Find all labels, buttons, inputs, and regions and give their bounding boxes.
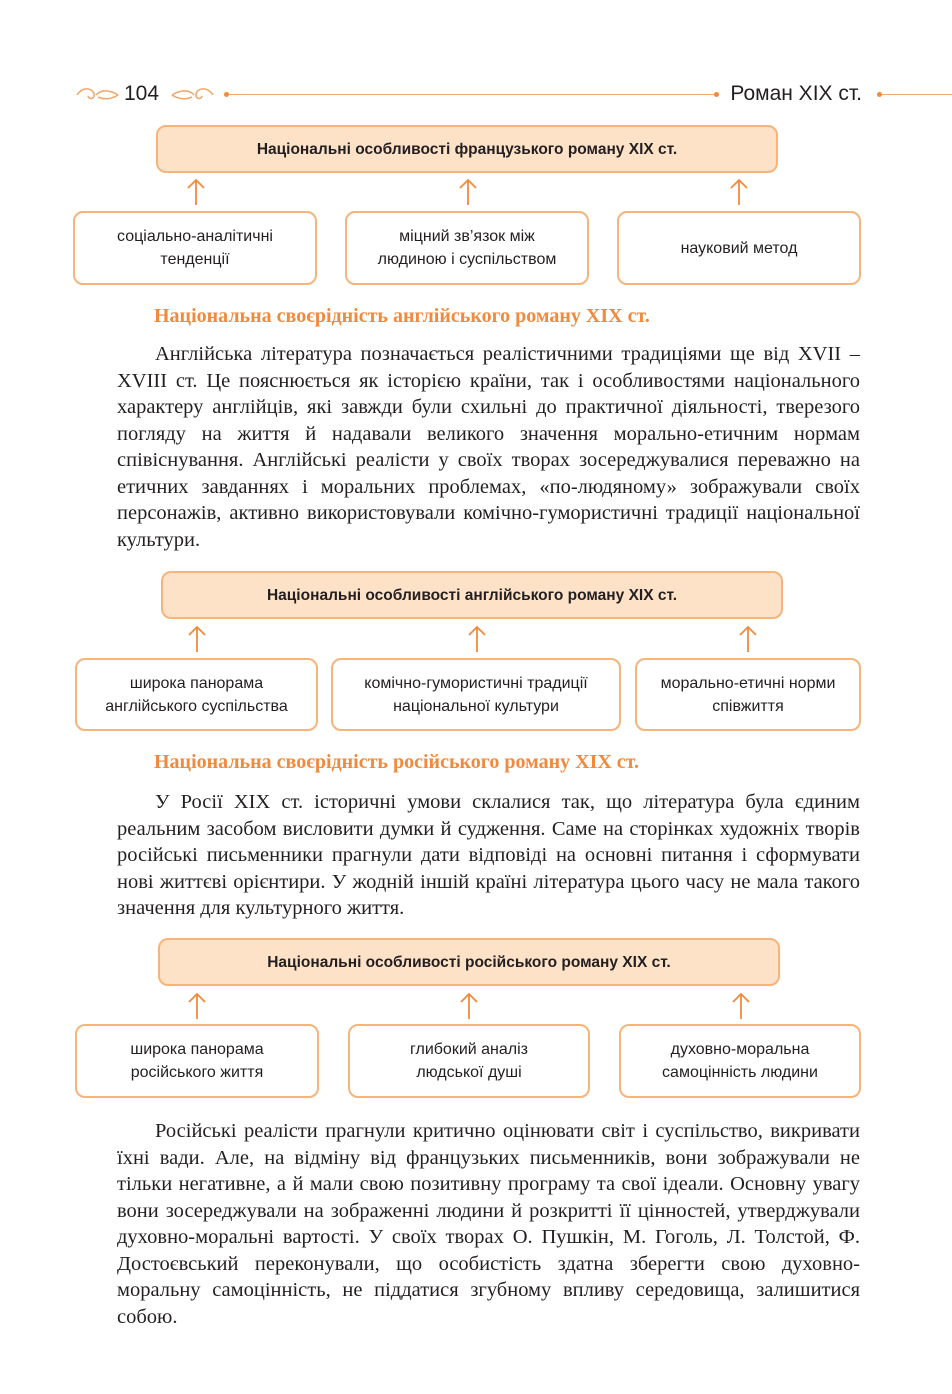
header-rule [882,94,952,95]
page-header [0,80,952,110]
paragraph-russian: У Росії XIX ст. історичні умови склалися так, що література була єдиним реальним засобом висловити думки й судження. Саме на сторінках художніх творів російські письменники прагнули дати відповіді на основні питання і сформувати нові життєві орієнтири. У жодній іншій країні література цього часу не мала такого значення для культурного життя. [117,791,860,919]
diagram-item: широка панорама російського життя [75,1024,319,1098]
arrow-up-icon [187,992,207,1020]
diagram-item: науковий метод [617,211,861,285]
running-title: Роман XIX ст. [730,82,862,105]
arrow-up-icon [467,625,487,653]
arrow-up-icon [187,625,207,653]
ornament-left-icon [74,84,120,104]
paragraph-closing: Російські реалісти прагнули критично оцінювати світ і суспільство, викривати їхні вади. Але, на відміну від французьких письменників, вони зображували не тільки негативне, а й мали свою позитивну програму та свої ідеали. Основну увагу вони зосереджували на зображенні людини й розкритті її цінностей, утверджували духовно-моральні вартості. У своїх творах О. Пушкін, М. Гоголь, Л. Толстой, Ф. Достоєвський переконували, що особистість здатна зберегти свою духовно-моральну самоцінність, не піддатися згубному впливу середовища, залишитися собою. [117,1120,860,1328]
diagram-title-french: Національні особливості французького роману XIX ст. [156,125,778,173]
header-dot [714,92,719,97]
arrow-up-icon [731,992,751,1020]
diagram-item: соціально-аналітичні тенденції [73,211,317,285]
diagram-title-russian: Національні особливості російського роману XIX ст. [158,938,780,986]
arrow-up-icon [458,178,478,206]
section-heading-russian: Національна своєрідність російського роману XIX ст. [154,751,639,773]
ornament-right-icon [170,84,216,104]
diagram-item: духовно-моральна самоцінність людини [619,1024,861,1098]
diagram-item: міцний зв’язок між людиною і суспільством [345,211,589,285]
arrow-up-icon [738,625,758,653]
header-rule [229,94,714,95]
arrow-up-icon [459,992,479,1020]
paragraph-english: Англійська література позначається реалістичними традиціями ще від XVII – XVIII ст. Це пояснюється як історією країни, так і особливостями національного характеру англійців, які завжди були схильні до практичної діяльності, тверезого погляду на життя й надавали великого значення морально-етичним нормам співіснування. Англійські реалісти у своїх творах зосереджувалися переважно на етичних завданнях і моральних проблемах, «по-людяному» зображували своїх персонажів, активно використовували комічно-гумористичні традиції національної культури. [117,343,860,551]
page-number: 104 [124,82,160,105]
diagram-title-english: Національні особливості англійського роману XIX ст. [161,571,783,619]
diagram-item: комічно-гумористичні традиції національної культури [331,658,621,731]
diagram-item: морально-етичні норми співжиття [635,658,861,731]
arrow-up-icon [729,178,749,206]
arrow-up-icon [186,178,206,206]
section-heading-english: Національна своєрідність англійського роману XIX ст. [154,305,650,327]
diagram-item: широка панорама англійського суспільства [75,658,318,731]
diagram-item: глибокий аналіз людської душі [348,1024,590,1098]
